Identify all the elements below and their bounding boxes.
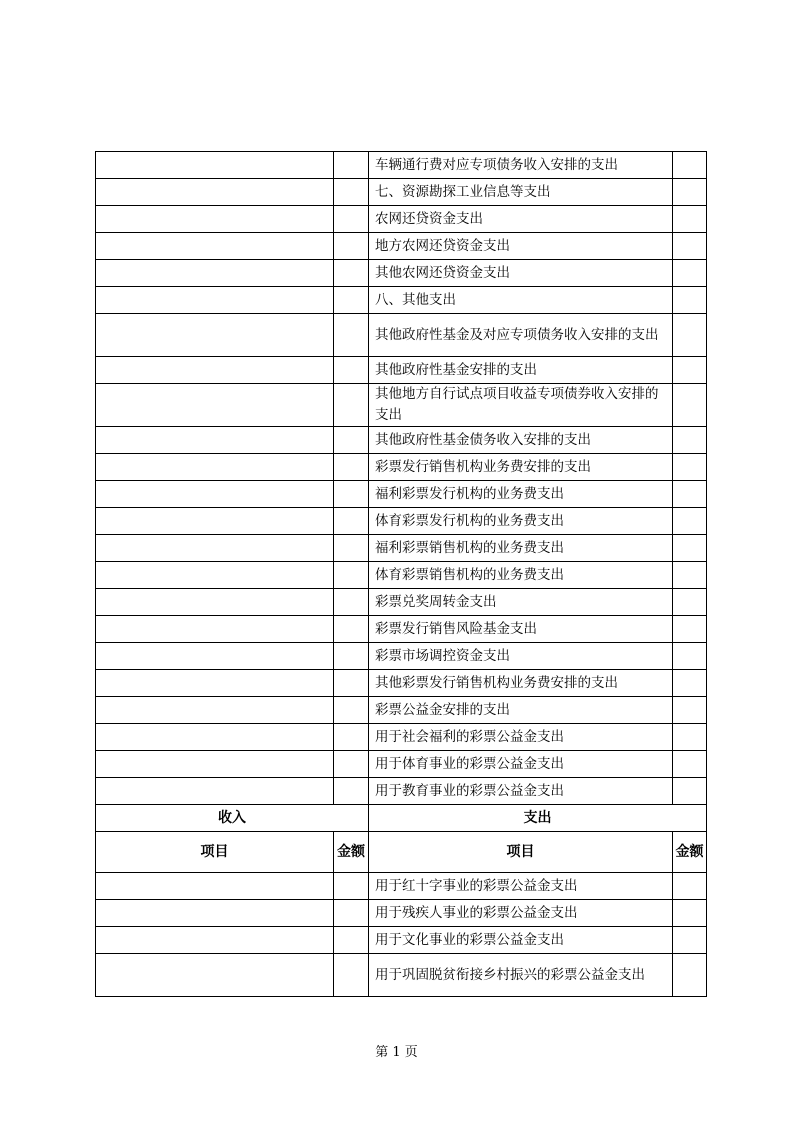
income-item-cell <box>96 873 334 900</box>
table-row <box>96 454 707 481</box>
income-item-cell <box>96 508 334 535</box>
expense-item-cell: 其他政府性基金安排的支出 <box>369 357 673 384</box>
expense-item-cell: 彩票兑奖周转金支出 <box>369 589 673 616</box>
income-amount-cell <box>334 873 369 900</box>
expense-amount-cell <box>673 873 707 900</box>
table-row <box>96 616 707 643</box>
expense-item-cell: 地方农网还贷资金支出 <box>369 233 673 260</box>
income-item-cell <box>96 616 334 643</box>
income-amount-cell <box>334 206 369 233</box>
income-amount-cell <box>334 751 369 778</box>
income-item-cell <box>96 481 334 508</box>
expense-item-cell: 其他彩票发行销售机构业务费安排的支出 <box>369 670 673 697</box>
section-header-row <box>96 805 707 832</box>
expense-amount-cell <box>673 152 707 179</box>
table-row <box>96 670 707 697</box>
income-item-cell <box>96 427 334 454</box>
income-item-cell <box>96 900 334 927</box>
expense-item-cell: 用于体育事业的彩票公益金支出 <box>369 751 673 778</box>
table-row <box>96 179 707 206</box>
income-item-cell <box>96 179 334 206</box>
expense-amount-cell <box>673 535 707 562</box>
income-amount-cell <box>334 233 369 260</box>
expense-item-cell: 用于巩固脱贫衔接乡村振兴的彩票公益金支出 <box>369 954 673 997</box>
expense-amount-cell <box>673 454 707 481</box>
income-amount-cell <box>334 481 369 508</box>
income-item-cell <box>96 927 334 954</box>
table-row <box>96 287 707 314</box>
table-body-top <box>96 152 707 997</box>
income-item-header: 项目 <box>96 832 334 873</box>
income-amount-cell <box>334 454 369 481</box>
expense-item-cell: 其他农网还贷资金支出 <box>369 260 673 287</box>
expense-item-cell: 福利彩票发行机构的业务费支出 <box>369 481 673 508</box>
column-header-row <box>96 832 707 873</box>
income-amount-cell <box>334 152 369 179</box>
expense-amount-cell <box>673 481 707 508</box>
expense-item-cell: 用于教育事业的彩票公益金支出 <box>369 778 673 805</box>
income-amount-cell <box>334 562 369 589</box>
table-row <box>96 535 707 562</box>
income-item-cell <box>96 778 334 805</box>
expense-item-cell: 体育彩票发行机构的业务费支出 <box>369 508 673 535</box>
income-amount-cell <box>334 384 369 427</box>
income-item-cell <box>96 260 334 287</box>
table-row <box>96 357 707 384</box>
income-item-cell <box>96 589 334 616</box>
expense-amount-cell <box>673 206 707 233</box>
budget-table <box>95 151 707 997</box>
income-item-cell <box>96 562 334 589</box>
expense-item-cell: 七、资源勘探工业信息等支出 <box>369 179 673 206</box>
expense-item-cell: 用于残疾人事业的彩票公益金支出 <box>369 900 673 927</box>
income-amount-cell <box>334 179 369 206</box>
income-amount-cell <box>334 589 369 616</box>
income-amount-cell <box>334 427 369 454</box>
table-row <box>96 384 707 427</box>
income-amount-cell <box>334 724 369 751</box>
table-row <box>96 260 707 287</box>
income-item-cell <box>96 314 334 357</box>
expense-item-cell: 其他政府性基金及对应专项债务收入安排的支出 <box>369 314 673 357</box>
table-row <box>96 233 707 260</box>
income-item-cell <box>96 751 334 778</box>
income-item-cell <box>96 233 334 260</box>
expense-amount-cell <box>673 697 707 724</box>
income-item-cell <box>96 697 334 724</box>
expense-amount-cell <box>673 900 707 927</box>
expense-item-cell: 福利彩票销售机构的业务费支出 <box>369 535 673 562</box>
income-amount-cell <box>334 357 369 384</box>
income-amount-cell <box>334 314 369 357</box>
income-amount-cell <box>334 535 369 562</box>
income-amount-header: 金额 <box>334 832 369 873</box>
expense-item-cell: 其他政府性基金债务收入安排的支出 <box>369 427 673 454</box>
expense-item-cell: 彩票发行销售风险基金支出 <box>369 616 673 643</box>
page-number: 第 1 页 <box>375 1045 418 1060</box>
expense-item-cell: 农网还贷资金支出 <box>369 206 673 233</box>
expense-amount-cell <box>673 927 707 954</box>
expense-item-cell: 彩票市场调控资金支出 <box>369 643 673 670</box>
expense-amount-cell <box>673 260 707 287</box>
table-row <box>96 589 707 616</box>
income-amount-cell <box>334 287 369 314</box>
table-row <box>96 724 707 751</box>
income-item-cell <box>96 535 334 562</box>
income-amount-cell <box>334 260 369 287</box>
income-item-cell <box>96 384 334 427</box>
expense-amount-cell <box>673 724 707 751</box>
income-item-cell <box>96 152 334 179</box>
expense-item-cell: 体育彩票销售机构的业务费支出 <box>369 562 673 589</box>
table-row <box>96 508 707 535</box>
table-row <box>96 562 707 589</box>
table-row <box>96 954 707 997</box>
income-amount-cell <box>334 900 369 927</box>
expense-amount-cell <box>673 357 707 384</box>
expense-item-cell: 彩票公益金安排的支出 <box>369 697 673 724</box>
table-row <box>96 152 707 179</box>
income-amount-cell <box>334 670 369 697</box>
income-amount-cell <box>334 954 369 997</box>
expense-item-cell: 用于社会福利的彩票公益金支出 <box>369 724 673 751</box>
expense-amount-cell <box>673 233 707 260</box>
expense-amount-cell <box>673 643 707 670</box>
table-row <box>96 778 707 805</box>
expense-amount-cell <box>673 427 707 454</box>
income-item-cell <box>96 454 334 481</box>
income-amount-cell <box>334 643 369 670</box>
expense-item-header: 项目 <box>369 832 673 873</box>
income-item-cell <box>96 357 334 384</box>
expense-amount-cell <box>673 314 707 357</box>
expense-amount-cell <box>673 751 707 778</box>
expense-amount-cell <box>673 589 707 616</box>
table-row <box>96 751 707 778</box>
expense-amount-cell <box>673 954 707 997</box>
table-row <box>96 427 707 454</box>
expense-item-cell: 八、其他支出 <box>369 287 673 314</box>
expense-amount-cell <box>673 616 707 643</box>
table-row <box>96 314 707 357</box>
table-row <box>96 697 707 724</box>
table-row <box>96 643 707 670</box>
expense-amount-header: 金额 <box>673 832 707 873</box>
income-item-cell <box>96 287 334 314</box>
expense-item-cell: 彩票发行销售机构业务费安排的支出 <box>369 454 673 481</box>
expense-header: 支出 <box>369 805 707 832</box>
table-row <box>96 873 707 900</box>
expense-item-cell: 用于文化事业的彩票公益金支出 <box>369 927 673 954</box>
income-amount-cell <box>334 508 369 535</box>
income-item-cell <box>96 724 334 751</box>
income-item-cell <box>96 206 334 233</box>
income-header: 收入 <box>96 805 369 832</box>
income-amount-cell <box>334 616 369 643</box>
income-item-cell <box>96 670 334 697</box>
expense-amount-cell <box>673 562 707 589</box>
income-item-cell <box>96 643 334 670</box>
table-row <box>96 206 707 233</box>
expense-amount-cell <box>673 384 707 427</box>
table-row <box>96 481 707 508</box>
income-amount-cell <box>334 927 369 954</box>
income-amount-cell <box>334 778 369 805</box>
income-amount-cell <box>334 697 369 724</box>
expense-amount-cell <box>673 287 707 314</box>
expense-item-cell: 其他地方自行试点项目收益专项债券收入安排的支出 <box>369 384 673 427</box>
table-row <box>96 900 707 927</box>
expense-amount-cell <box>673 179 707 206</box>
income-item-cell <box>96 954 334 997</box>
table-row <box>96 927 707 954</box>
expense-amount-cell <box>673 508 707 535</box>
expense-item-cell: 用于红十字事业的彩票公益金支出 <box>369 873 673 900</box>
expense-amount-cell <box>673 670 707 697</box>
expense-item-cell: 车辆通行费对应专项债务收入安排的支出 <box>369 152 673 179</box>
expense-amount-cell <box>673 778 707 805</box>
